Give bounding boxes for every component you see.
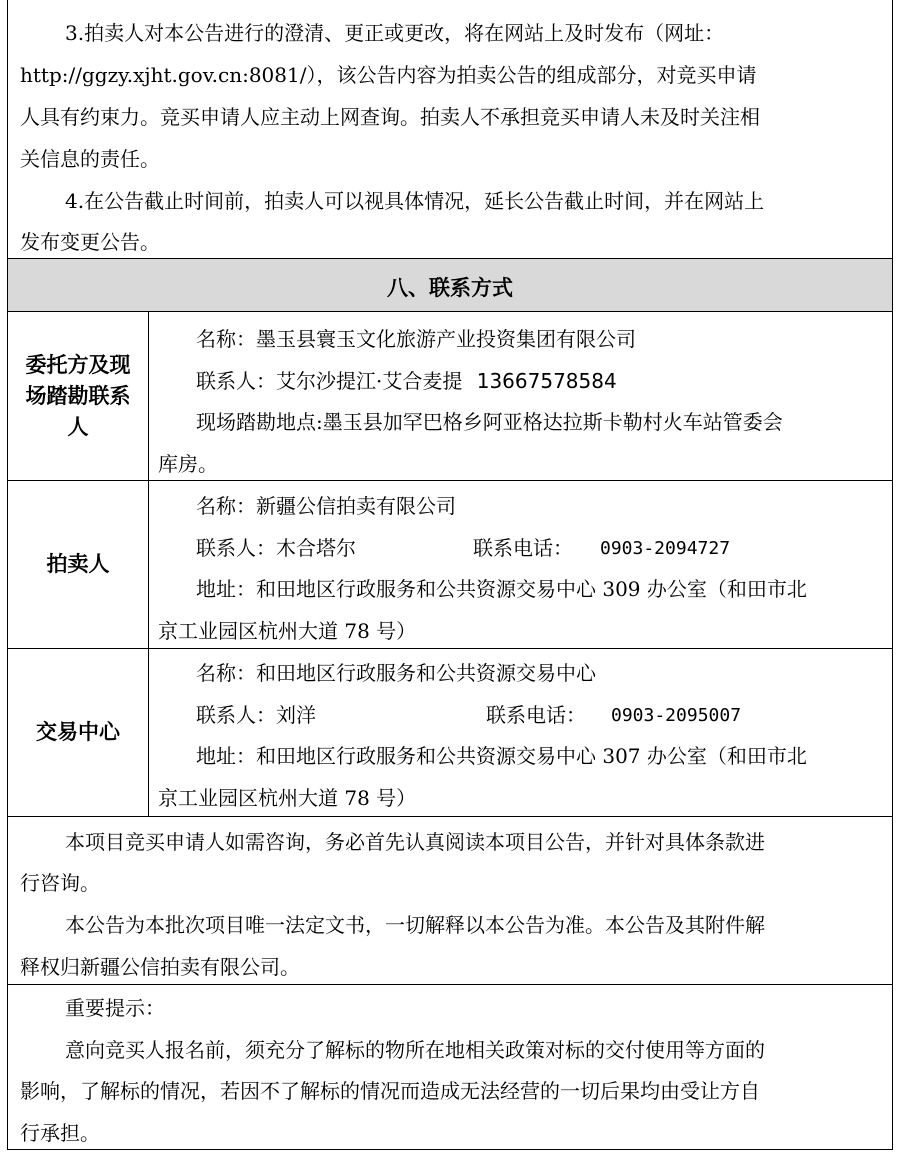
exchange-contact: 联系人：刘洋 [196, 703, 316, 727]
notice-paragraph-2-line: 本公告为本批次项目唯一法定文书，一切解释以本公告为准。本公告及其附件解 [65, 913, 765, 937]
client-contact-person: 联系人：艾尔沙提江·艾合麦提 [196, 369, 463, 393]
notice-paragraph-2-line: 释权归新疆公信拍卖有限公司。 [20, 955, 300, 979]
exchange-label: 交易中心 [36, 720, 120, 744]
tips-line: 影响，了解标的情况，若因不了解标的情况而造成无法经营的一切后果均由受让方自 [20, 1079, 760, 1103]
exchange-name: 名称：和田地区行政服务和公共资源交易中心 [196, 661, 596, 685]
client-name: 名称：墨玉县寰玉文化旅游产业投资集团有限公司 [196, 327, 636, 351]
exchange-address-line: 京工业园区杭州大道 78 号） [158, 786, 417, 810]
exchange-phone-label: 联系电话： [486, 703, 586, 727]
client-contact [196, 368, 617, 394]
notice-block [8, 817, 892, 984]
paragraph-4-line: 发布变更公告。 [20, 230, 160, 254]
tips-heading: 重要提示： [65, 996, 165, 1020]
notice-paragraph-1-line: 行咨询。 [20, 871, 100, 895]
client-phone: 13667578584 [476, 369, 617, 393]
exchange-address-line: 地址：和田地区行政服务和公共资源交易中心 307 办公室（和田市北 [196, 744, 807, 768]
important-tips-block [8, 985, 892, 1150]
paragraph-4-line: 4.在公告截止时间前，拍卖人可以视具体情况，延长公告截止时间，并在网站上 [65, 189, 765, 213]
auctioneer-name: 名称：新疆公信拍卖有限公司 [196, 494, 456, 518]
auctioneer-label: 拍卖人 [46, 552, 110, 576]
paragraph-3-line: 3.拍卖人对本公告进行的澄清、更正或更改，将在网站上及时发布（网址： [65, 21, 725, 45]
paragraph-3-line: 人具有约束力。竞买申请人应主动上网查询。拍卖人不承担竞买申请人未及时关注相 [20, 105, 760, 129]
exchange-contact-row [8, 649, 892, 816]
row-label [8, 481, 149, 648]
section-header [8, 259, 892, 311]
client-site-line: 库房。 [158, 452, 218, 476]
announcement-page [7, 0, 893, 1150]
auctioneer-phone: 0903-2094727 [600, 538, 731, 559]
notice-paragraph-1-line: 本项目竞买申请人如需咨询，务必首先认真阅读本项目公告，并针对具体条款进 [65, 830, 765, 854]
auctioneer-contact-row [8, 481, 892, 648]
tips-line: 行承担。 [20, 1121, 100, 1145]
clarification-block [8, 0, 892, 258]
paragraph-3-line: http://ggzy.xjht.gov.cn:8081/），该公告内容为拍卖公告的组成部分，对竞买申请 [20, 63, 757, 87]
paragraph-3-line: 关信息的责任。 [20, 147, 160, 171]
client-site-line: 现场踏勘地点:墨玉县加罕巴格乡阿亚格达拉斯卡勒村火车站管委会 [196, 410, 783, 434]
auctioneer-address-line: 京工业园区杭州大道 78 号） [158, 619, 417, 643]
row-label [8, 312, 149, 480]
auctioneer-contact: 联系人：木合塔尔 [196, 536, 356, 560]
row-label [8, 649, 149, 816]
exchange-phone: 0903-2095007 [611, 705, 742, 726]
auctioneer-phone-label: 联系电话： [473, 536, 573, 560]
client-contact-row [8, 312, 892, 480]
tips-line: 意向竞买人报名前，须充分了解标的物所在地相关政策对标的交付使用等方面的 [65, 1038, 765, 1062]
auctioneer-address-line: 地址：和田地区行政服务和公共资源交易中心 309 办公室（和田市北 [196, 577, 807, 601]
client-label: 委托方及现场踏勘联系人 [25, 352, 131, 439]
section-title: 八、联系方式 [387, 276, 513, 300]
